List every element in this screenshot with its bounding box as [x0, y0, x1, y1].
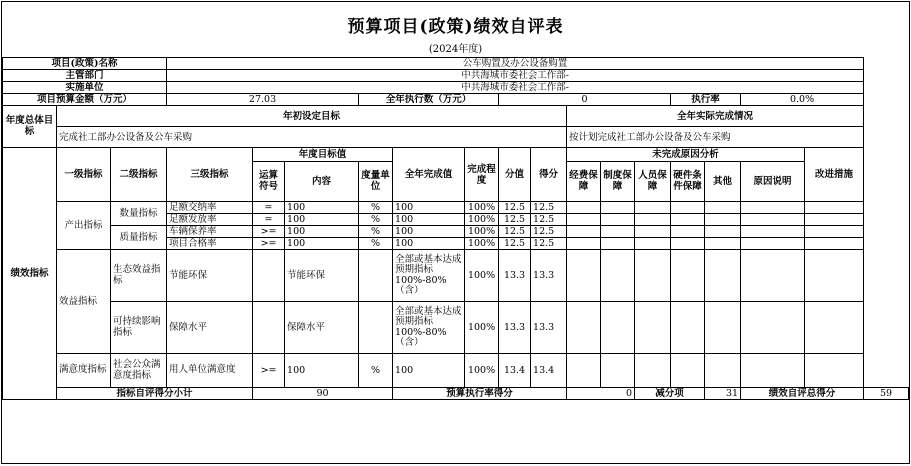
op-cell	[253, 250, 285, 302]
level3-header: 三级指标	[167, 148, 253, 202]
total-label: 绩效自评总得分	[741, 388, 864, 400]
evaluation-table	[2, 57, 909, 400]
annual-cell: 全部或基本达成预期指标100%-80%（含）	[393, 250, 465, 302]
score-cell: 13.4	[499, 354, 531, 388]
degree-cell: 100%	[465, 214, 499, 226]
unit-cell: %	[359, 202, 393, 214]
score-cell: 12.5	[499, 226, 531, 238]
annual-cell: 100	[393, 226, 465, 238]
level3-cell: 节能环保	[167, 250, 253, 302]
dept-value: 中共海城市委社会工作部-	[167, 70, 864, 82]
score-cell: 12.5	[499, 238, 531, 250]
got-cell: 12.5	[531, 238, 567, 250]
score-cell: 12.5	[499, 202, 531, 214]
target-header: 年度目标值	[253, 148, 393, 162]
reason-staff-header: 人员保障	[635, 162, 671, 202]
degree-cell: 100%	[465, 354, 499, 388]
got-cell: 12.5	[531, 226, 567, 238]
got-cell: 12.5	[531, 214, 567, 226]
op-cell: =	[253, 202, 285, 214]
content-cell: 100	[285, 202, 359, 214]
actual-goal-value: 按计划完成社工部办公设备及公车采购	[567, 127, 864, 148]
evaluation-form	[1, 1, 910, 464]
got-cell: 12.5	[531, 202, 567, 214]
level2-quantity: 数量指标	[111, 202, 167, 226]
content-cell: 100	[285, 354, 359, 388]
annual-goal-label: 年度总体目标	[3, 106, 57, 148]
got-cell: 13.3	[531, 250, 567, 302]
subtotal-value: 90	[253, 388, 393, 400]
unit-cell	[359, 250, 393, 302]
dept-label: 主管部门	[3, 70, 167, 82]
got-cell: 13.4	[531, 354, 567, 388]
deduct-label: 减分项	[635, 388, 705, 400]
level1-benefit: 效益指标	[57, 250, 111, 354]
info-row	[3, 58, 909, 70]
op-cell: =	[253, 214, 285, 226]
reason-system-header: 制度保障	[601, 162, 635, 202]
degree-cell: 100%	[465, 202, 499, 214]
footer-row	[3, 388, 909, 400]
degree-cell: 100%	[465, 250, 499, 302]
content-cell: 保障水平	[285, 302, 359, 354]
score-cell: 12.5	[499, 214, 531, 226]
actual-goal-label: 全年实际完成情况	[567, 106, 864, 127]
unit-cell	[359, 302, 393, 354]
rate-value: 0.0%	[741, 94, 864, 106]
budget-value: 27.03	[167, 94, 359, 106]
op-header: 运算符号	[253, 162, 285, 202]
level3-cell: 保障水平	[167, 302, 253, 354]
level1-header: 一级指标	[57, 148, 111, 202]
level3-cell: 用人单位满意度	[167, 354, 253, 388]
table-row	[3, 354, 909, 388]
year-label: (2024年度)	[428, 44, 483, 55]
level1-satisfaction: 满意度指标	[57, 354, 111, 388]
exec-score-value: 0	[567, 388, 635, 400]
improve-header: 改进措施	[805, 148, 864, 202]
exec-label: 全年执行数（万元）	[359, 94, 499, 106]
annual-value-header: 全年完成值	[393, 148, 465, 202]
info-row	[3, 82, 909, 94]
unit-cell: %	[359, 226, 393, 238]
table-row	[3, 250, 909, 302]
got-cell: 13.3	[531, 302, 567, 354]
info-row	[3, 70, 909, 82]
level2-header: 二级指标	[111, 148, 167, 202]
exec-value: 0	[499, 94, 671, 106]
table-row	[3, 226, 909, 238]
plan-goal-label: 年初设定目标	[57, 106, 567, 127]
content-cell: 100	[285, 226, 359, 238]
total-value: 59	[864, 388, 909, 400]
degree-header: 完成程度	[465, 148, 499, 202]
degree-cell: 100%	[465, 238, 499, 250]
page-title: 预算项目(政策)绩效自评表	[347, 17, 564, 37]
score-cell: 13.3	[499, 302, 531, 354]
rate-label: 执行率	[671, 94, 741, 106]
content-cell: 100	[285, 214, 359, 226]
annual-cell: 全部或基本达成预期指标100%-80%（含）	[393, 302, 465, 354]
level3-cell: 项目合格率	[167, 238, 253, 250]
reason-other-header: 其他	[705, 162, 741, 202]
reason-header: 未完成原因分析	[567, 148, 805, 162]
op-cell: >=	[253, 238, 285, 250]
budget-label: 项目预算金额（万元）	[3, 94, 167, 106]
plan-goal-value: 完成社工部办公设备及公车采购	[57, 127, 567, 148]
level2-sustain: 可持续影响指标	[111, 302, 167, 354]
unit-header: 度量单位	[359, 162, 393, 202]
op-cell: >=	[253, 354, 285, 388]
reason-note-header: 原因说明	[741, 162, 805, 202]
level3-cell: 足额交纳率	[167, 202, 253, 214]
annual-cell: 100	[393, 214, 465, 226]
unit-cell: %	[359, 214, 393, 226]
unit-value: 中共海城市委社会工作部-	[167, 82, 864, 94]
goal-header-row	[3, 106, 909, 127]
info-row	[3, 94, 909, 106]
subtotal-label: 指标自评得分小计	[57, 388, 253, 400]
degree-cell: 100%	[465, 226, 499, 238]
level3-cell: 足额发放率	[167, 214, 253, 226]
level2-social: 社会公众满意度指标	[111, 354, 167, 388]
table-row	[3, 202, 909, 214]
unit-cell: %	[359, 354, 393, 388]
perf-indicator-label: 绩效指标	[3, 148, 57, 400]
annual-cell: 100	[393, 238, 465, 250]
unit-cell: %	[359, 238, 393, 250]
annual-cell: 100	[393, 202, 465, 214]
content-cell: 100	[285, 238, 359, 250]
content-cell: 节能环保	[285, 250, 359, 302]
unit-label: 实施单位	[3, 82, 167, 94]
project-name-value: 公车购置及办公设备购置	[167, 58, 864, 70]
table-row	[3, 302, 909, 354]
score-header: 分值	[499, 148, 531, 202]
level1-output: 产出指标	[57, 202, 111, 250]
level3-cell: 车辆保养率	[167, 226, 253, 238]
deduct-value: 31	[705, 388, 741, 400]
level2-quality: 质量指标	[111, 226, 167, 250]
score-cell: 13.3	[499, 250, 531, 302]
project-name-label: 项目(政策)名称	[3, 58, 167, 70]
got-header: 得分	[531, 148, 567, 202]
op-cell: >=	[253, 226, 285, 238]
content-header: 内容	[285, 162, 359, 202]
indicator-header-row	[3, 148, 909, 162]
degree-cell: 100%	[465, 302, 499, 354]
level2-eco: 生态效益指标	[111, 250, 167, 302]
annual-cell: 100	[393, 354, 465, 388]
reason-hardware-header: 硬件条件保障	[671, 162, 705, 202]
op-cell	[253, 302, 285, 354]
exec-score-label: 预算执行率得分	[393, 388, 567, 400]
goal-row	[3, 127, 909, 148]
reason-funds-header: 经费保障	[567, 162, 601, 202]
